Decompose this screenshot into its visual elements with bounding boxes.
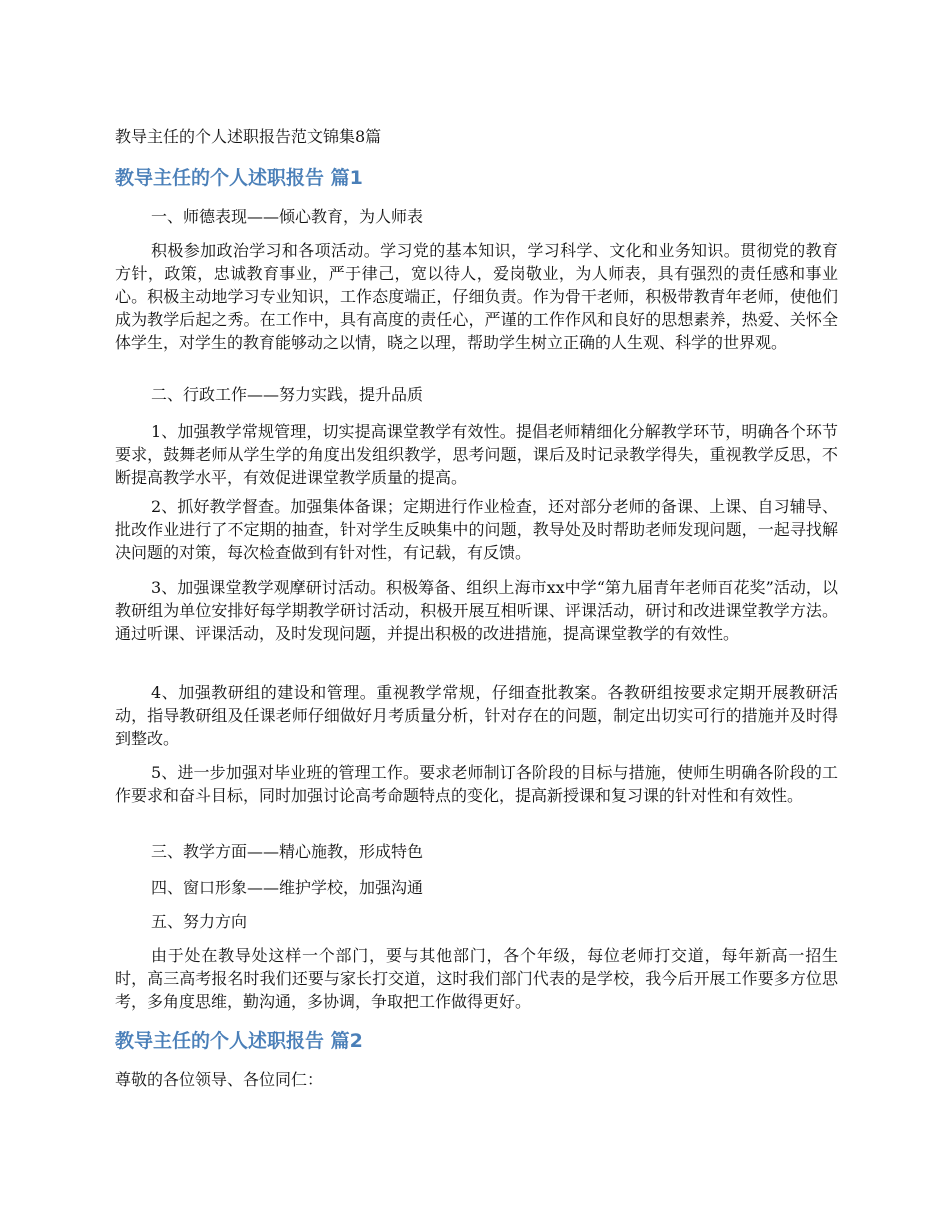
section-1-paragraph-2: 1、加强教学常规管理，切实提高课堂教学有效性。提倡老师精细化分解教学环节，明确各个环节要求，鼓舞老师从学生学的角度出发组织教学，思考问题，课后及时记录教学得失，重视教学反思，不断提高教学水平，有效促进课堂教学质量的提高。: [115, 422, 838, 487]
section-1-paragraph-5: 4、加强教研组的建设和管理。重视教学常规，仔细查批教案。各教研组按要求定期开展教研活动，指导教研组及任课老师仔细做好月考质量分析，针对存在的问题，制定出切实可行的措施并及时得到整改。: [115, 683, 838, 748]
section-1-subheading-1: 一、师德表现——倾心教育，为人师表: [151, 207, 424, 226]
section-1-subheading-5: 五、努力方向: [151, 912, 248, 931]
section-1-subheading-2: 二、行政工作——努力实践，提升品质: [151, 385, 424, 404]
section-1-paragraph-6: 5、进一步加强对毕业班的管理工作。要求老师制订各阶段的目标与措施，使师生明确各阶段的工作要求和奋斗目标，同时加强讨论高考命题特点的变化，提高新授课和复习课的针对性和有效性。: [115, 763, 838, 805]
section-1-paragraph-4: 3、加强课堂教学观摩研讨活动。积极筹备、组织上海市xx中学“第九届青年老师百花奖”活动，以教研组为单位安排好每学期教学研讨活动，积极开展互相听课、评课活动，研讨和改进课堂教学方法。通过听课、评课活动，及时发现问题，并提出积极的改进措施，提高课堂教学的有效性。: [115, 578, 838, 643]
section-1-paragraph-1: 积极参加政治学习和各项活动。学习党的基本知识，学习科学、文化和业务知识。贯彻党的教育方针，政策，忠诚教育事业，严于律己，宽以待人，爱岗敬业，为人师表，具有强烈的责任感和事业心。积极主动地学习专业知识，工作态度端正，仔细负责。作为骨干老师，积极带教青年老师，使他们成为教学后起之秀。在工作中，具有高度的责任心，严谨的工作作风和良好的思想素养，热爱、关怀全体学生，对学生的教育能够动之以情，晓之以理，帮助学生树立正确的人生观、科学的世界观。: [115, 241, 838, 352]
section-1-paragraph-7: 由于处在教导处这样一个部门，要与其他部门，各个年级，每位老师打交道，每年新高一招生时，高三高考报名时我们还要与家长打交道，这时我们部门代表的是学校，我今后开展工作要多方位思考，多角度思维，勤沟通，多协调，争取把工作做得更好。: [115, 946, 838, 1011]
section-1-subheading-3: 三、教学方面——精心施教，形成特色: [151, 842, 424, 861]
section-1-subheading-4: 四、窗口形象——维护学校，加强沟通: [151, 878, 424, 897]
section-2-heading: 教导主任的个人述职报告 篇2: [115, 1030, 363, 1052]
section-1-heading: 教导主任的个人述职报告 篇1: [115, 167, 363, 189]
section-2-greeting: 尊敬的各位领导、各位同仁：: [115, 1070, 324, 1089]
section-1-paragraph-3: 2、抓好教学督查。加强集体备课；定期进行作业检查，还对部分老师的备课、上课、自习辅导、批改作业进行了不定期的抽查，针对学生反映集中的问题，教导处及时帮助老师发现问题，一起寻找解决问题的对策，每次检查做到有针对性，有记载，有反馈。: [115, 497, 838, 562]
document-title: 教导主任的个人述职报告范文锦集8篇: [115, 127, 382, 146]
